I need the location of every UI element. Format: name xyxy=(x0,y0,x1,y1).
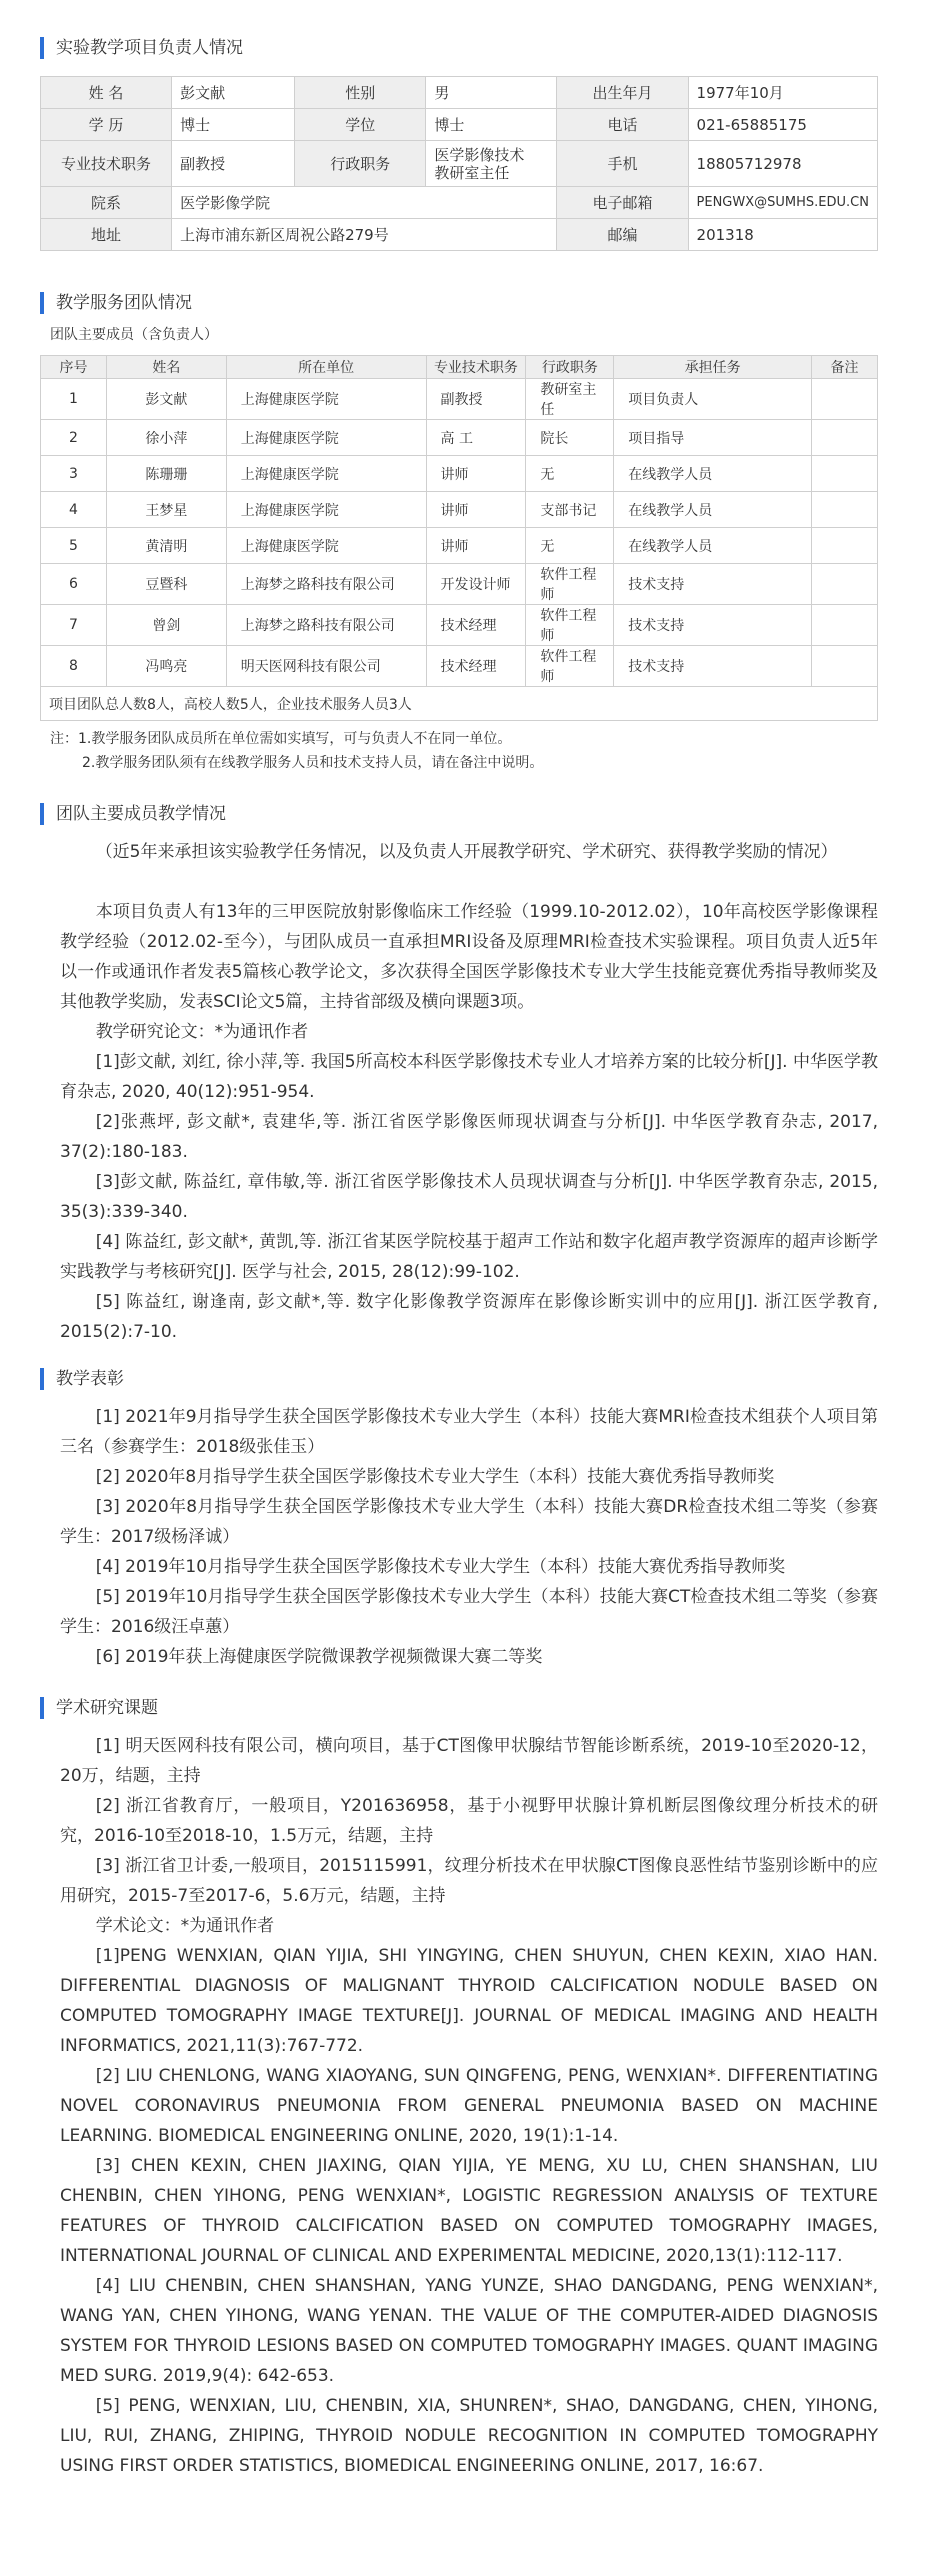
team-cell-name: 黄清明 xyxy=(106,528,226,564)
team-cell-no: 2 xyxy=(41,420,107,456)
team-header-cell: 专业技术职务 xyxy=(426,356,526,379)
team-cell-unit: 上海健康医学院 xyxy=(226,379,426,420)
degree-label: 学位 xyxy=(295,109,426,141)
award-4: [4] 2019年10月指导学生获全国医学影像技术专业大学生（本科）技能大赛优秀指导教师奖 xyxy=(95,1557,786,1577)
team-cell-title: 讲师 xyxy=(426,528,526,564)
team-cell-task: 技术支持 xyxy=(614,564,812,605)
mobile-label: 手机 xyxy=(557,141,688,187)
award-3: [3] 2020年8月指导学生获全国医学影像技术专业大学生（本科）技能大赛DR检查技术组二等奖（参赛学生：2017级杨泽诚） xyxy=(60,1497,878,1547)
admin-line1: 医学影像技术 xyxy=(434,145,525,164)
team-cell-no: 3 xyxy=(41,456,107,492)
dept-label: 院系 xyxy=(41,187,172,219)
zip-value: 201318 xyxy=(688,219,877,251)
teaching-summary: 本项目负责人有13年的三甲医院放射影像临床工作经验（1999.10-2012.02），10年高校医学影像课程教学经验（2012.02-至今），与团队成员一直承担MRI设备及原理MRI检查技术实验课程。项目负责人近5年以一作或通讯作者发表5篇核心教学论文，多次获得全国医学影像技术专业大学生技能竞赛优秀指导教师奖及其他教学奖励，发表SCI论文5篇，主持省部级及横向课题3项。 xyxy=(60,902,878,1012)
email-label: 电子邮箱 xyxy=(557,187,688,219)
team-cell-task: 在线教学人员 xyxy=(614,528,812,564)
gender-label: 性别 xyxy=(295,77,426,109)
team-cell-admin: 软件工程师 xyxy=(526,646,614,687)
research-paper-4: [4] LIU CHENBIN, CHEN SHANSHAN, YANG YUNZE, SHAO DANGDANG, PENG WENXIAN*, WANG YAN, CHEN YIHONG, WANG YENAN. THE VALUE OF THE COMPUTER-AIDED DIAGNOSIS SYSTEM FOR THYROID LESIONS BASED ON COMPUTED TOMOGRAPHY IMAGES. QUANT IMAGING MED SURG. 2019,9(4): 642-653. xyxy=(60,2276,878,2386)
table-row xyxy=(41,456,878,492)
edu-value: 博士 xyxy=(172,109,295,141)
teaching-intro: （近5年来承担该实验教学任务情况，以及负责人开展教学研究、学术研究、获得教学奖励的情况） xyxy=(95,842,838,862)
team-cell-unit: 明天医网科技有限公司 xyxy=(226,646,426,687)
title-value: 副教授 xyxy=(172,141,295,187)
team-header-cell: 承担任务 xyxy=(614,356,812,379)
team-cell-admin: 软件工程师 xyxy=(526,605,614,646)
team-cell-name: 曾剑 xyxy=(106,605,226,646)
team-cell-name: 徐小萍 xyxy=(106,420,226,456)
team-cell-unit: 上海健康医学院 xyxy=(226,492,426,528)
team-cell-task: 技术支持 xyxy=(614,646,812,687)
section-title-research: 学术研究课题 xyxy=(40,1697,158,1719)
team-table-header xyxy=(41,356,878,379)
team-cell-title: 开发设计师 xyxy=(426,564,526,605)
title-label: 专业技术职务 xyxy=(41,141,172,187)
team-header-cell: 姓名 xyxy=(106,356,226,379)
team-cell-name: 彭文献 xyxy=(106,379,226,420)
research-paper-5: [5] PENG, WENXIAN, LIU, CHENBIN, XIA, SHUNREN*, SHAO, DANGDANG, CHEN, YIHONG, LIU, RUI, ZHANG, ZHIPING, THYROID NODULE RECOGNITION IN COMPUTED TOMOGRAPHY USING FIRST ORDER STATISTICS, BIOMEDICAL ENGINEERING ONLINE, 2017, 16:67. xyxy=(60,2396,878,2476)
team-cell-unit: 上海健康医学院 xyxy=(226,420,426,456)
admin-line2: 教研室主任 xyxy=(434,163,510,182)
email-value: PENGWX@SUMHS.EDU.CN xyxy=(688,187,877,219)
table-row xyxy=(41,646,878,687)
team-cell-title: 高 工 xyxy=(426,420,526,456)
leader-info-table xyxy=(40,76,878,251)
addr-value: 上海市浦东新区周祝公路279号 xyxy=(172,219,557,251)
research-paper-2: [2] LIU CHENLONG, WANG XIAOYANG, SUN QINGFENG, PENG, WENXIAN*. DIFFERENTIATING NOVEL CORONAVIRUS PNEUMONIA FROM GENERAL PNEUMONIA BASED ON MACHINE LEARNING. BIOMEDICAL ENGINEERING ONLINE, 2020, 19(1):1-14. xyxy=(60,2066,878,2146)
team-cell-title: 副教授 xyxy=(426,379,526,420)
team-cell-task: 技术支持 xyxy=(614,605,812,646)
table-row xyxy=(41,528,878,564)
table-row xyxy=(41,379,878,420)
research-paper-3: [3] CHEN KEXIN, CHEN JIAXING, QIAN YIJIA, YE MENG, XU LU, CHEN SHANSHAN, LIU CHENBIN, CHEN YIHONG, PENG WENXIAN*, LOGISTIC REGRESSION ANALYSIS OF TEXTURE FEATURES OF THYROID CALCIFICATION BASED ON COMPUTED TOMOGRAPHY IMAGES, INTERNATIONAL JOURNAL OF CLINICAL AND EXPERIMENTAL MEDICINE, 2020,13(1):112-117. xyxy=(60,2156,878,2266)
birth-value: 1977年10月 xyxy=(688,77,877,109)
birth-label: 出生年月 xyxy=(557,77,688,109)
section-title-teaching: 团队主要成员教学情况 xyxy=(40,803,226,825)
team-cell-unit: 上海梦之路科技有限公司 xyxy=(226,605,426,646)
admin-value xyxy=(426,141,557,187)
award-2: [2] 2020年8月指导学生获全国医学影像技术专业大学生（本科）技能大赛优秀指导教师奖 xyxy=(95,1467,775,1487)
team-header-cell: 所在单位 xyxy=(226,356,426,379)
mobile-value: 18805712978 xyxy=(688,141,877,187)
team-cell-unit: 上海健康医学院 xyxy=(226,528,426,564)
table-row xyxy=(41,492,878,528)
team-cell-name: 王梦星 xyxy=(106,492,226,528)
team-note-2: 2.教学服务团队须有在线教学服务人员和技术支持人员，请在备注中说明。 xyxy=(82,755,544,771)
research-project-3: [3] 浙江省卫计委,一般项目，2015115991，纹理分析技术在甲状腺CT图像良恶性结节鉴别诊断中的应用研究，2015-7至2017-6，5.6万元，结题，主持 xyxy=(60,1856,878,1906)
team-cell-no: 4 xyxy=(41,492,107,528)
name-value: 彭文献 xyxy=(172,77,295,109)
team-total-row xyxy=(41,687,878,721)
team-total: 项目团队总人数8人，高校人数5人，企业技术服务人员3人 xyxy=(41,687,878,721)
team-cell-unit: 上海梦之路科技有限公司 xyxy=(226,564,426,605)
admin-label: 行政职务 xyxy=(295,141,426,187)
degree-value: 博士 xyxy=(426,109,557,141)
team-cell-no: 5 xyxy=(41,528,107,564)
research-papers-head: 学术论文：*为通讯作者 xyxy=(95,1916,275,1936)
team-cell-task: 项目指导 xyxy=(614,420,812,456)
research-project-1: [1] 明天医网科技有限公司，横向项目，基于CT图像甲状腺结节智能诊断系统，2019-10至2020-12，20万，结题，主持 xyxy=(60,1736,878,1786)
team-cell-name: 豆暨科 xyxy=(106,564,226,605)
team-cell-task: 在线教学人员 xyxy=(614,492,812,528)
team-cell-title: 讲师 xyxy=(426,456,526,492)
team-cell-note xyxy=(812,420,878,456)
team-cell-no: 7 xyxy=(41,605,107,646)
team-cell-note xyxy=(812,379,878,420)
award-5: [5] 2019年10月指导学生获全国医学影像技术专业大学生（本科）技能大赛CT检查技术组二等奖（参赛学生：2016级汪卓蕙） xyxy=(60,1587,878,1637)
team-cell-note xyxy=(812,605,878,646)
team-cell-no: 1 xyxy=(41,379,107,420)
team-table-body xyxy=(41,379,878,721)
teaching-papers-head: 教学研究论文：*为通讯作者 xyxy=(95,1022,309,1042)
award-1: [1] 2021年9月指导学生获全国医学影像技术专业大学生（本科）技能大赛MRI检查技术组获个人项目第三名（参赛学生：2018级张佳玉） xyxy=(60,1407,878,1457)
team-header-cell: 备注 xyxy=(812,356,878,379)
table-row xyxy=(41,420,878,456)
team-cell-admin: 教研室主任 xyxy=(526,379,614,420)
team-cell-note xyxy=(812,564,878,605)
team-cell-note xyxy=(812,456,878,492)
teaching-paper-4: [4] 陈益红, 彭文献*, 黄凯,等. 浙江省某医学院校基于超声工作站和数字化超声教学资源库的超声诊断学实践教学与考核研究[J]. 医学与社会, 2015, 28(12):99-102. xyxy=(60,1232,878,1282)
research-project-2: [2] 浙江省教育厅，一般项目，Y201636958，基于小视野甲状腺计算机断层图像纹理分析技术的研究，2016-10至2018-10，1.5万元，结题，主持 xyxy=(60,1796,878,1846)
teaching-paper-1: [1]彭文献, 刘红, 徐小萍,等. 我国5所高校本科医学影像技术专业人才培养方案的比较分析[J]. 中华医学教育杂志, 2020, 40(12):951-954. xyxy=(60,1052,878,1102)
team-cell-admin: 无 xyxy=(526,456,614,492)
phone-value: 021-65885175 xyxy=(688,109,877,141)
section-title-awards: 教学表彰 xyxy=(40,1368,124,1390)
table-row xyxy=(41,605,878,646)
team-cell-task: 项目负责人 xyxy=(614,379,812,420)
teaching-paper-5: [5] 陈益红, 谢逢南, 彭文献*,等. 数字化影像教学资源库在影像诊断实训中的应用[J]. 浙江医学教育, 2015(2):7-10. xyxy=(60,1292,878,1342)
team-header-cell: 序号 xyxy=(41,356,107,379)
team-cell-title: 技术经理 xyxy=(426,605,526,646)
zip-label: 邮编 xyxy=(557,219,688,251)
award-6: [6] 2019年获上海健康医学院微课教学视频微课大赛二等奖 xyxy=(95,1647,543,1667)
team-cell-note xyxy=(812,492,878,528)
table-row xyxy=(41,564,878,605)
team-cell-note xyxy=(812,646,878,687)
team-note-1: 注：1.教学服务团队成员所在单位需如实填写，可与负责人不在同一单位。 xyxy=(50,731,512,747)
team-header-cell: 行政职务 xyxy=(526,356,614,379)
research-paper-1: [1]PENG WENXIAN, QIAN YIJIA, SHI YINGYING, CHEN SHUYUN, CHEN KEXIN, XIAO HAN. DIFFERENTIAL DIAGNOSIS OF MALIGNANT THYROID CALCIFICATION NODULE BASED ON COMPUTED TOMOGRAPHY IMAGE TEXTURE[J]. JOURNAL OF MEDICAL IMAGING AND HEALTH INFORMATICS, 2021,11(3):767-772. xyxy=(60,1946,878,2056)
team-cell-name: 冯鸣亮 xyxy=(106,646,226,687)
team-cell-task: 在线教学人员 xyxy=(614,456,812,492)
gender-value: 男 xyxy=(426,77,557,109)
name-label: 姓 名 xyxy=(41,77,172,109)
team-cell-no: 8 xyxy=(41,646,107,687)
team-cell-unit: 上海健康医学院 xyxy=(226,456,426,492)
teaching-paper-2: [2]张燕坪, 彭文献*, 袁建华,等. 浙江省医学影像医师现状调查与分析[J]. 中华医学教育杂志, 2017, 37(2):180-183. xyxy=(60,1112,878,1162)
teaching-paper-3: [3]彭文献, 陈益红, 章伟敏,等. 浙江省医学影像技术人员现状调查与分析[J]. 中华医学教育杂志, 2015, 35(3):339-340. xyxy=(60,1172,878,1222)
team-cell-no: 6 xyxy=(41,564,107,605)
team-cell-title: 讲师 xyxy=(426,492,526,528)
dept-value: 医学影像学院 xyxy=(172,187,557,219)
section-title-leader: 实验教学项目负责人情况 xyxy=(40,37,243,59)
team-table xyxy=(40,355,878,721)
team-cell-admin: 支部书记 xyxy=(526,492,614,528)
team-cell-title: 技术经理 xyxy=(426,646,526,687)
team-cell-note xyxy=(812,528,878,564)
section-title-team: 教学服务团队情况 xyxy=(40,292,192,314)
edu-label: 学 历 xyxy=(41,109,172,141)
team-cell-admin: 无 xyxy=(526,528,614,564)
team-cell-admin: 软件工程师 xyxy=(526,564,614,605)
team-subtitle: 团队主要成员（含负责人） xyxy=(50,327,218,343)
addr-label: 地址 xyxy=(41,219,172,251)
team-cell-admin: 院长 xyxy=(526,420,614,456)
phone-label: 电话 xyxy=(557,109,688,141)
team-cell-name: 陈珊珊 xyxy=(106,456,226,492)
